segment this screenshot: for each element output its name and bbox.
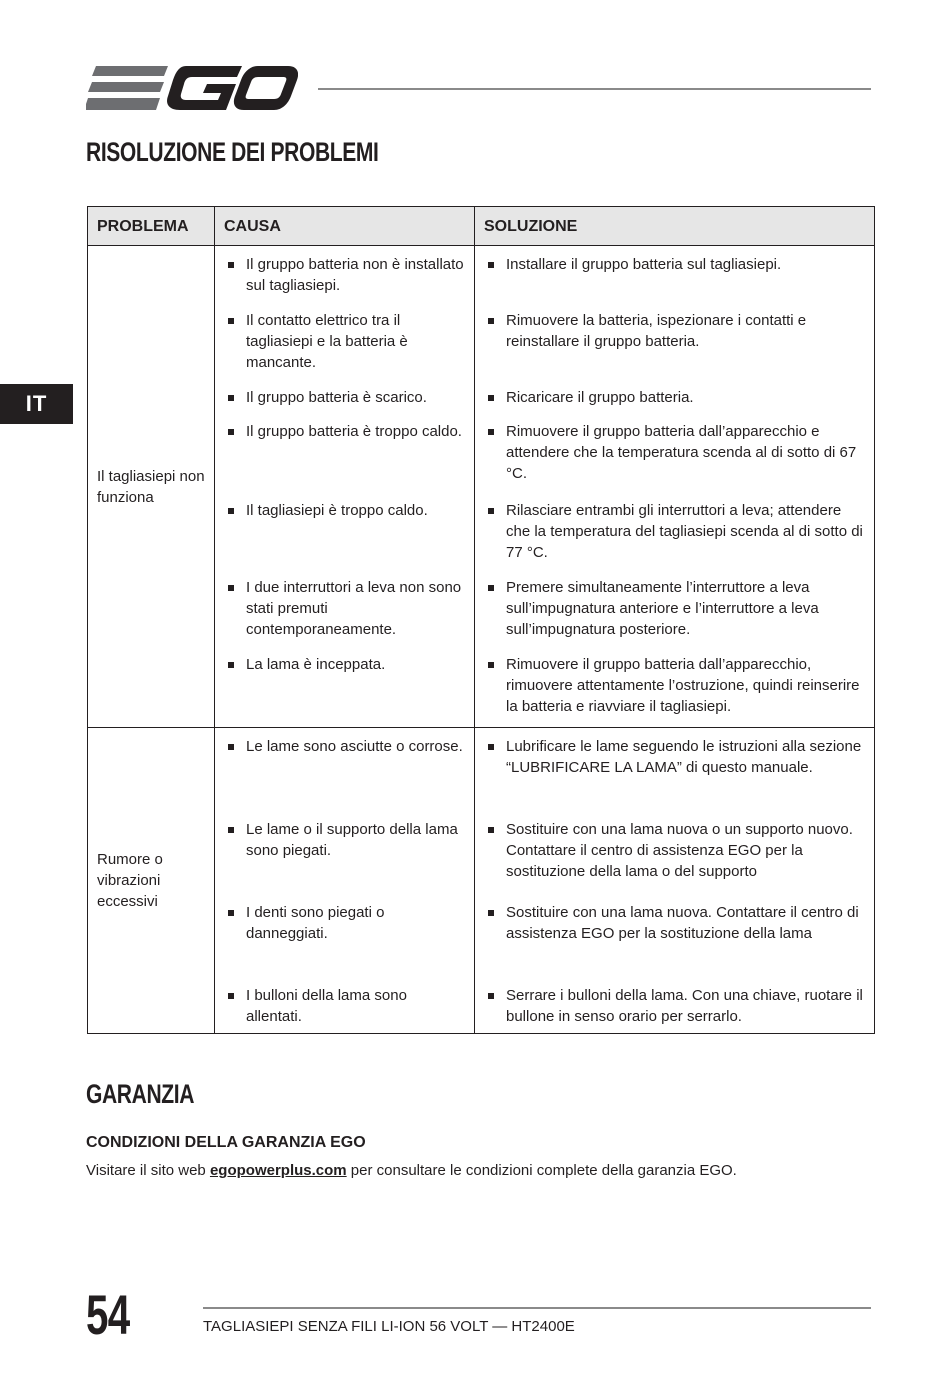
bullet-icon bbox=[228, 395, 234, 401]
bullet-icon bbox=[228, 993, 234, 999]
solution-item: Installare il gruppo batteria sul tagliasiepi. bbox=[475, 254, 874, 310]
bullet-icon bbox=[228, 585, 234, 591]
footer-text: TAGLIASIEPI SENZA FILI LI-ION 56 VOLT — HT2400E bbox=[203, 1318, 575, 1335]
bullet-icon bbox=[488, 585, 494, 591]
language-tab: IT bbox=[0, 384, 73, 424]
header-problem: PROBLEMA bbox=[88, 207, 215, 246]
cause-item: Il contatto elettrico tra il tagliasiepi e la batteria è mancante. bbox=[215, 310, 474, 387]
table-row bbox=[88, 246, 875, 728]
warranty-title: GARANZIA bbox=[86, 1079, 195, 1109]
solution-item: Lubrificare le lame seguendo le istruzioni alla sezione “LUBRIFICARE LA LAMA” di questo manuale. bbox=[475, 736, 874, 819]
solution-cell bbox=[475, 728, 875, 1034]
bullet-icon bbox=[488, 993, 494, 999]
problem-cell: Il tagliasiepi non funziona bbox=[88, 246, 215, 728]
bullet-icon bbox=[228, 662, 234, 668]
cause-item: I denti sono piegati o danneggiati. bbox=[215, 902, 474, 985]
bullet-icon bbox=[228, 429, 234, 435]
cause-cell bbox=[215, 246, 475, 728]
header-rule bbox=[318, 88, 871, 90]
table-row bbox=[88, 728, 875, 1034]
solution-item: Sostituire con una lama nuova. Contattare il centro di assistenza EGO per la sostituzione della lama bbox=[475, 902, 874, 985]
header-solution: SOLUZIONE bbox=[475, 207, 875, 246]
bullet-icon bbox=[228, 262, 234, 268]
bullet-icon bbox=[488, 262, 494, 268]
cause-item: I due interruttori a leva non sono stati premuti contemporaneamente. bbox=[215, 577, 474, 654]
bullet-icon bbox=[228, 910, 234, 916]
troubleshooting-table bbox=[87, 206, 875, 1034]
cause-item: Le lame o il supporto della lama sono piegati. bbox=[215, 819, 474, 902]
bullet-icon bbox=[488, 318, 494, 324]
cause-item: Il gruppo batteria non è installato sul tagliasiepi. bbox=[215, 254, 474, 310]
bullet-icon bbox=[228, 744, 234, 750]
cause-item: La lama è inceppata. bbox=[215, 654, 474, 724]
cause-item: I bulloni della lama sono allentati. bbox=[215, 985, 474, 1033]
solution-item: Ricaricare il gruppo batteria. bbox=[475, 387, 874, 421]
ego-logo bbox=[86, 64, 298, 112]
cause-cell bbox=[215, 728, 475, 1034]
solution-item: Serrare i bulloni della lama. Con una chiave, ruotare il bullone in senso orario per serrarlo. bbox=[475, 985, 874, 1033]
warranty-subtitle: CONDIZIONI DELLA GARANZIA EGO bbox=[86, 1134, 366, 1151]
solution-cell bbox=[475, 246, 875, 728]
cause-item: Il gruppo batteria è troppo caldo. bbox=[215, 421, 474, 500]
page-number: 54 bbox=[86, 1283, 130, 1346]
bullet-icon bbox=[228, 827, 234, 833]
warranty-text: Visitare il sito web egopowerplus.com per consultare le condizioni complete della garanzia EGO. bbox=[86, 1162, 737, 1179]
header-cause: CAUSA bbox=[215, 207, 475, 246]
problem-cell: Rumore o vibrazioni eccessivi bbox=[88, 728, 215, 1034]
bullet-icon bbox=[228, 318, 234, 324]
footer-rule bbox=[203, 1307, 871, 1309]
solution-item: Rimuovere il gruppo batteria dall’apparecchio e attendere che la temperatura scenda al di sotto di 67 °C. bbox=[475, 421, 874, 500]
solution-item: Rimuovere la batteria, ispezionare i contatti e reinstallare il gruppo batteria. bbox=[475, 310, 874, 387]
bullet-icon bbox=[488, 910, 494, 916]
cause-item: Il gruppo batteria è scarico. bbox=[215, 387, 474, 421]
table-header-row bbox=[88, 207, 875, 246]
bullet-icon bbox=[488, 827, 494, 833]
bullet-icon bbox=[488, 744, 494, 750]
solution-item: Rilasciare entrambi gli interruttori a leva; attendere che la temperatura del tagliasiepi scenda al di sotto di 77 °C. bbox=[475, 500, 874, 577]
solution-item: Sostituire con una lama nuova o un supporto nuovo. Contattare il centro di assistenza EGO per la sostituzione della lama o del supporto bbox=[475, 819, 874, 902]
bullet-icon bbox=[488, 508, 494, 514]
solution-item: Rimuovere il gruppo batteria dall’apparecchio, rimuovere attentamente l’ostruzione, quindi reinserire la batteria e riavviare il tagliasiepi. bbox=[475, 654, 874, 724]
bullet-icon bbox=[228, 508, 234, 514]
cause-item: Le lame sono asciutte o corrose. bbox=[215, 736, 474, 819]
solution-item: Premere simultaneamente l’interruttore a leva sull’impugnatura anteriore e l’interruttore a leva sull’impugnatura posteriore. bbox=[475, 577, 874, 654]
cause-item: Il tagliasiepi è troppo caldo. bbox=[215, 500, 474, 577]
bullet-icon bbox=[488, 662, 494, 668]
warranty-link[interactable]: egopowerplus.com bbox=[209, 1162, 347, 1179]
bullet-icon bbox=[488, 429, 494, 435]
troubleshooting-title: RISOLUZIONE DEI PROBLEMI bbox=[86, 137, 379, 167]
bullet-icon bbox=[488, 395, 494, 401]
